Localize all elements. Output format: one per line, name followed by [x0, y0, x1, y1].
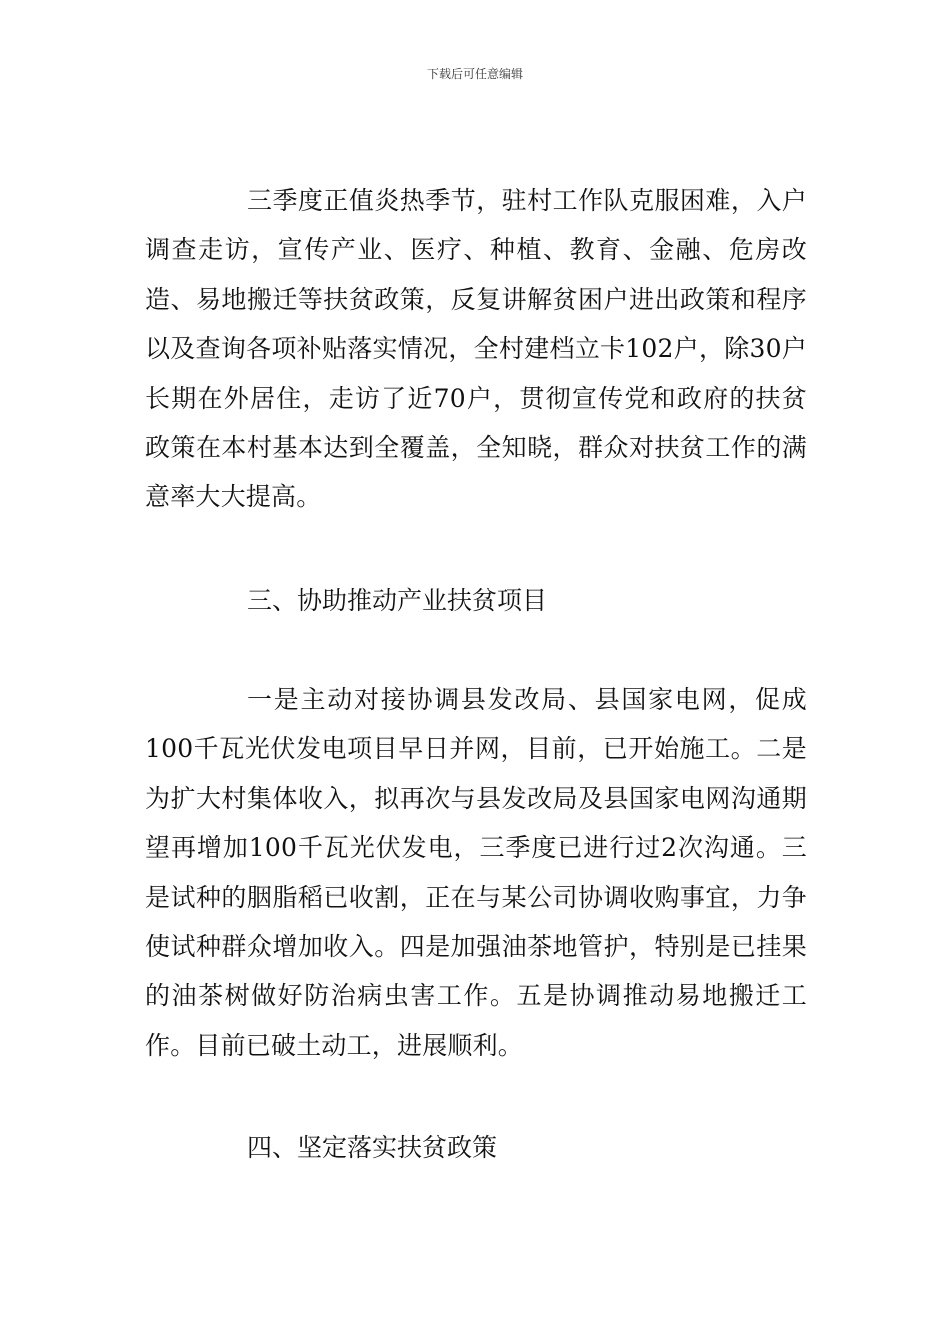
section-heading-3 [145, 576, 807, 625]
page-header-note: 下载后可任意编辑 [426, 67, 523, 81]
heading-text: 四、坚定落实扶贫政策 [247, 1133, 498, 1162]
heading-text: 三、协助推动产业扶贫项目 [247, 586, 548, 615]
paragraph-industry-projects [145, 675, 807, 1070]
paragraph-text: 三季度正值炎热季节，驻村工作队克服困难，入户调查走访，宣传产业、医疗、种植、教育、金融、危房改造、易地搬迁等扶贫政策，反复讲解贫困户进出政策和程序以及查询各项补贴落实情况，全村建档立卡102户，除30户长期在外居住，走访了近70户，贯彻宣传党和政府的扶贫政策在本村基本达到全覆盖，全知晓，群众对扶贫工作的满意率大大提高。 [145, 186, 807, 512]
section-heading-4 [145, 1123, 807, 1172]
paragraph-outreach [145, 176, 807, 522]
paragraph-text: 一是主动对接协调县发改局、县国家电网，促成100千瓦光伏发电项目早日并网，目前，已开始施工。二是为扩大村集体收入，拟再次与县发改局及县国家电网沟通期望再增加100千瓦光伏发电，三季度已进行过2次沟通。三是试种的胭脂稻已收割，正在与某公司协调收购事宜，力争使试种群众增加收入。四是加强油茶地管护，特别是已挂果的油茶树做好防治病虫害工作。五是协调推动易地搬迁工作。目前已破土动工，进展顺利。 [145, 685, 807, 1060]
